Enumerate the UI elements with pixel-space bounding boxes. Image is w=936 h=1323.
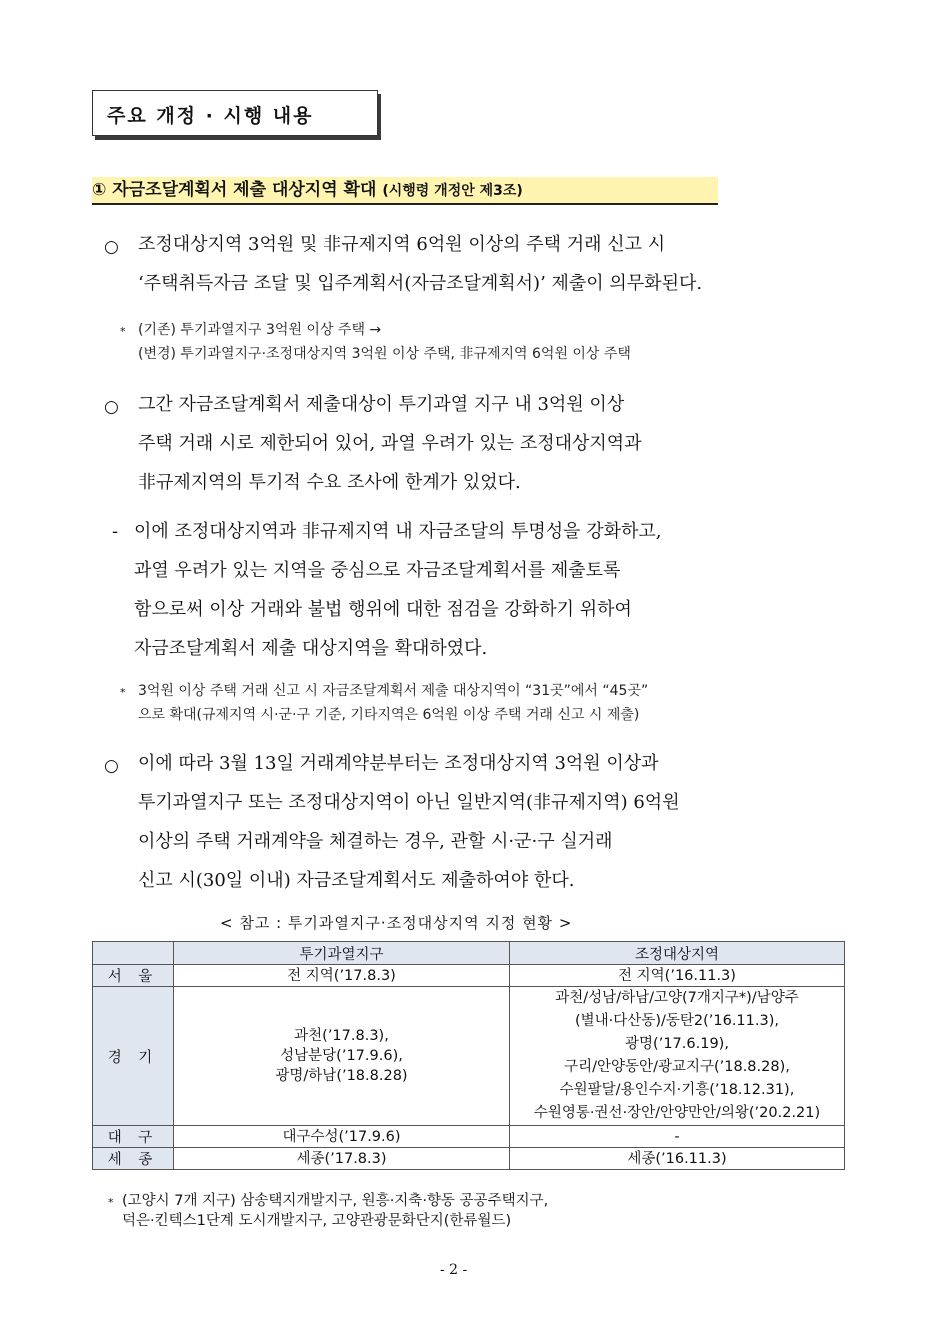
circle-bullet-icon: ○ <box>104 397 119 417</box>
note-1 <box>138 318 631 366</box>
paragraph-4-line-4: 신고 시(30일 이내) 자금조달계획서도 제출하여야 한다. <box>138 870 575 891</box>
cell-line: 광명/하남(’18.8.28) <box>275 1068 408 1084</box>
designation-table <box>92 941 845 1170</box>
asterisk-icon: * <box>108 1196 114 1209</box>
table-caption: < 참고 : 투기과열지구·조정대상지역 지정 현황 > <box>220 914 573 932</box>
section-title-box <box>92 90 378 136</box>
note-2 <box>138 679 648 727</box>
table-header-adjusted: 조정대상지역 <box>510 942 845 965</box>
note-2-line-1: 3억원 이상 주택 거래 신고 시 자금조달계획서 제출 대상지역이 “31곳”에서 “45곳” <box>138 683 649 699</box>
region-cell: 서 울 <box>93 965 174 987</box>
cell-line: (별내·다산동)/동탄2(’16.11.3), <box>575 1013 779 1029</box>
table-row <box>93 1126 845 1148</box>
cell-line: 수원영통·권선·장안/안양만안/의왕(’20.2.21) <box>533 1105 821 1121</box>
paragraph-2-line-1: 그간 자금조달계획서 제출대상이 투기과열 지구 내 3억원 이상 <box>138 394 625 415</box>
circle-bullet-icon: ○ <box>104 237 119 257</box>
cell-line: 세종(’16.11.3) <box>627 1150 727 1167</box>
subsection-heading <box>92 177 718 205</box>
overheated-cell <box>174 965 510 987</box>
note-2-line-2: 으로 확대(규제지역 시·군·구 기준, 기타지역은 6억원 이상 주택 거래 신고 시 제출) <box>138 707 640 723</box>
asterisk-icon: * <box>120 686 126 699</box>
overheated-cell <box>174 987 510 1126</box>
asterisk-icon: * <box>120 325 126 338</box>
paragraph-1 <box>138 225 702 303</box>
paragraph-3-line-4: 자금조달계획서 제출 대상지역을 확대하였다. <box>134 638 488 659</box>
footnote-line-1: (고양시 7개 지구) 삼송택지개발지구, 원흥·지축·향동 공공주택지구, <box>122 1193 549 1209</box>
cell-line: 전 지역(’17.8.3) <box>287 967 396 984</box>
paragraph-4-line-3: 이상의 주택 거래계약을 체결하는 경우, 관할 시·군·구 실거래 <box>138 831 613 852</box>
table-header-row <box>93 942 845 965</box>
paragraph-3-line-2: 과열 우려가 있는 지역을 중심으로 자금조달계획서를 제출토록 <box>134 560 621 581</box>
paragraph-1-line-1: 조정대상지역 3억원 및 非규제지역 6억원 이상의 주택 거래 신고 시 <box>138 234 666 255</box>
subsection-heading-text: ① 자금조달계획서 제출 대상지역 확대 <box>92 180 377 200</box>
circle-bullet-icon: ○ <box>104 756 119 776</box>
page-number: - 2 - <box>440 1262 468 1278</box>
section-title: 주요 개정 · 시행 내용 <box>107 105 314 127</box>
overheated-cell <box>174 1148 510 1170</box>
adjusted-cell <box>510 965 845 987</box>
paragraph-2 <box>138 385 642 502</box>
adjusted-cell <box>510 1148 845 1170</box>
adjusted-cell <box>510 1126 845 1148</box>
note-1-line-2: (변경) 투기과열지구·조정대상지역 3억원 이상 주택, 非규제지역 6억원 이상 주택 <box>138 346 631 362</box>
paragraph-3 <box>134 512 662 668</box>
cell-line: 성남분당(’17.9.6), <box>280 1048 403 1064</box>
adjusted-cell <box>510 987 845 1126</box>
paragraph-3-line-3: 함으로써 이상 거래와 불법 행위에 대한 점검을 강화하기 위하여 <box>134 599 632 620</box>
dash-bullet-icon: - <box>112 522 119 542</box>
paragraph-2-line-3: 非규제지역의 투기적 수요 조사에 한계가 있었다. <box>138 472 521 493</box>
cell-line: 광명(’17.6.19), <box>625 1036 729 1052</box>
paragraph-4-line-2: 투기과열지구 또는 조정대상지역이 아닌 일반지역(非규제지역) 6억원 <box>138 792 680 813</box>
cell-line: 수원팔달/용인수지·기흥(’18.12.31), <box>559 1082 795 1098</box>
paragraph-3-line-1: 이에 조정대상지역과 非규제지역 내 자금조달의 투명성을 강화하고, <box>134 521 662 542</box>
footnote-line-2: 덕은·킨텍스1단계 도시개발지구, 고양관광문화단지(한류월드) <box>122 1213 512 1229</box>
cell-line: 과천(’17.8.3), <box>294 1028 389 1044</box>
paragraph-1-line-2: ‘주택취득자금 조달 및 입주계획서(자금조달계획서)’ 제출이 의무화된다. <box>138 273 703 294</box>
note-1-line-1: (기존) 투기과열지구 3억원 이상 주택 → <box>138 322 382 338</box>
footnote <box>122 1191 548 1231</box>
table-row <box>93 965 845 987</box>
region-cell: 대 구 <box>93 1126 174 1148</box>
cell-line: 전 지역(’16.11.3) <box>618 967 736 984</box>
table-header-empty <box>93 942 174 965</box>
cell-line: 구리/안양동안/광교지구(’18.8.28), <box>564 1059 790 1075</box>
cell-line: 대구수성(’17.9.6) <box>282 1128 401 1145</box>
cell-line: 과천/성남/하남/고양(7개지구*)/남양주 <box>555 990 799 1006</box>
region-cell: 경 기 <box>93 987 174 1126</box>
table-header-overheated: 투기과열지구 <box>174 942 510 965</box>
paragraph-4 <box>138 744 680 900</box>
region-cell: 세 종 <box>93 1148 174 1170</box>
table-row <box>93 987 845 1126</box>
overheated-cell <box>174 1126 510 1148</box>
cell-line: - <box>674 1128 680 1145</box>
table-row <box>93 1148 845 1170</box>
paragraph-4-line-1: 이에 따라 3월 13일 거래계약분부터는 조정대상지역 3억원 이상과 <box>138 753 659 774</box>
cell-line: 세종(’17.8.3) <box>296 1150 387 1167</box>
subsection-heading-ref: (시행령 개정안 제3조) <box>382 183 523 199</box>
paragraph-2-line-2: 주택 거래 시로 제한되어 있어, 과열 우려가 있는 조정대상지역과 <box>138 433 642 454</box>
